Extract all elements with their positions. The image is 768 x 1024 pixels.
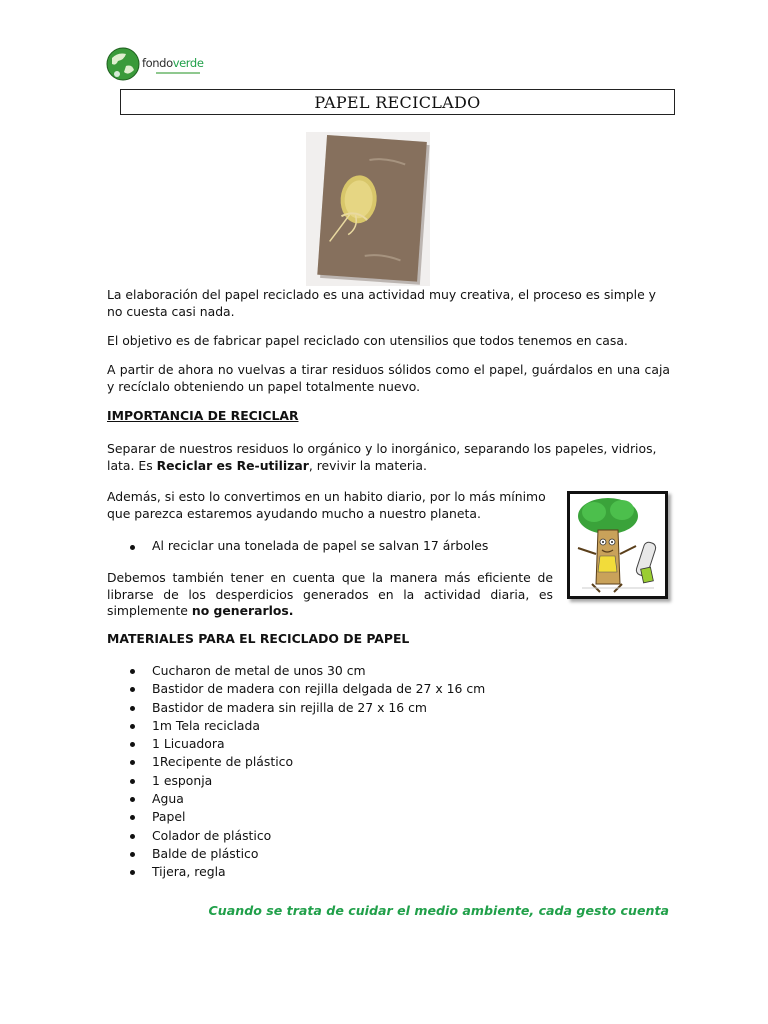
- list-item: Al reciclar una tonelada de papel se salvan 17 árboles: [128, 538, 548, 553]
- importance-paragraph-2: Además, si esto lo convertimos en un habito diario, por lo más mínimo que parezca estaremos ayudando mucho a nuestro planeta.: [107, 489, 546, 521]
- footer-slogan: Cuando se trata de cuidar el medio ambiente, cada gesto cuenta: [208, 903, 669, 918]
- list-item: Papel: [128, 808, 608, 826]
- intro-paragraph-3: A partir de ahora no vuelvas a tirar residuos sólidos como el papel, guárdalos en una caja y recíclalo obteniendo un papel totalmente nuevo.: [107, 362, 670, 394]
- importance-p3-start: Debemos también tener en cuenta que la manera más eficiente de librarse de los desperdicios generados en la actividad diaria, es simplemente: [107, 570, 553, 618]
- list-item: 1m Tela reciclada: [128, 717, 608, 735]
- importance-p1-end: , revivir la materia.: [308, 457, 427, 473]
- intro-paragraph-1: La elaboración del papel reciclado es una actividad muy creativa, el proceso es simple y no cuesta casi nada.: [107, 287, 656, 319]
- list-item: Colador de plástico: [128, 827, 608, 845]
- importance-paragraph-3: [107, 570, 553, 620]
- tree-cartoon-image: [567, 491, 668, 599]
- tree-cartoon-icon: [570, 494, 665, 596]
- importance-heading: IMPORTANCIA DE RECICLAR: [107, 408, 299, 423]
- importance-p1-bold: Reciclar es Re-utilizar: [156, 457, 309, 473]
- logo-text-verde: verde: [172, 56, 204, 70]
- importance-p3-bold: no generarlos.: [191, 603, 294, 618]
- importance-paragraph-1: [107, 441, 670, 474]
- list-item: 1Recipente de plástico: [128, 753, 608, 771]
- recycled-paper-photo: [306, 132, 430, 286]
- list-item: Tijera, regla: [128, 863, 608, 881]
- logo-text-fondo: fondo: [142, 56, 173, 70]
- list-item: 1 esponja: [128, 772, 608, 790]
- list-item: Bastidor de madera sin rejilla de 27 x 16 cm: [128, 699, 608, 717]
- list-item: Cucharon de metal de unos 30 cm: [128, 662, 608, 680]
- intro-paragraph-2: El objetivo es de fabricar papel reciclado con utensilios que todos tenemos en casa.: [107, 333, 628, 348]
- list-item: Agua: [128, 790, 608, 808]
- page-title: [120, 89, 675, 115]
- list-item: 1 Licuadora: [128, 735, 608, 753]
- page-title-text: PAPEL RECICLADO: [314, 92, 481, 112]
- materials-heading: MATERIALES PARA EL RECICLADO DE PAPEL: [107, 631, 410, 646]
- importance-bullet-list: [128, 538, 548, 553]
- fondoverde-logo: [104, 44, 214, 84]
- list-item: Bastidor de madera con rejilla delgada de 27 x 16 cm: [128, 680, 608, 698]
- list-item: Balde de plástico: [128, 845, 608, 863]
- importance-p1-start: Separar de nuestros residuos lo orgánico y lo inorgánico, separando los papeles, vidrios, lata. Es: [107, 441, 657, 473]
- materials-list: [128, 662, 608, 882]
